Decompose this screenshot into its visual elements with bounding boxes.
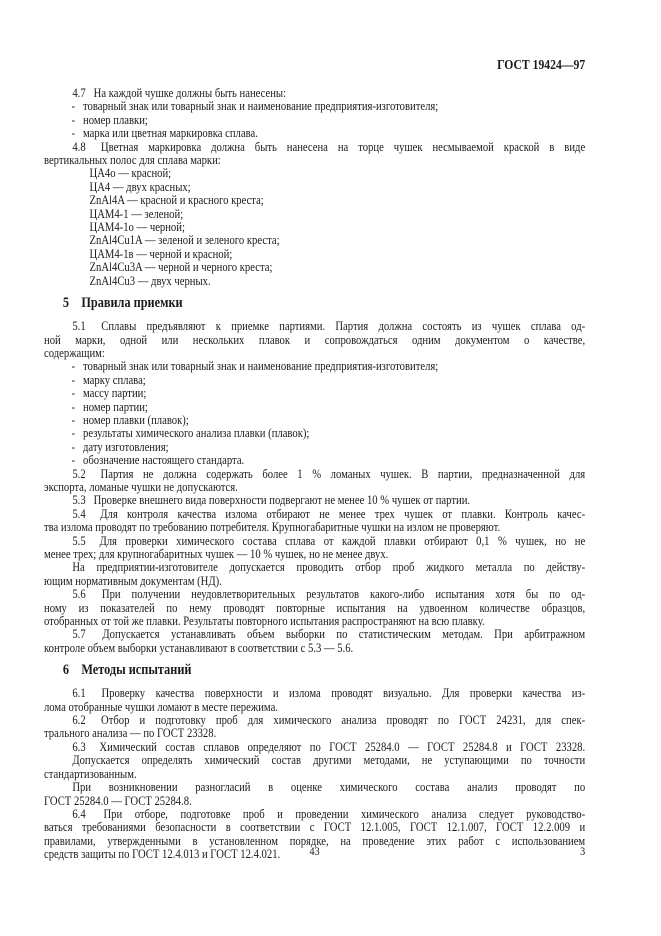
marking-item (44, 275, 585, 288)
page-footer (44, 845, 585, 858)
paragraph (44, 754, 585, 781)
section-heading: 6 Методы испытаний (62, 662, 192, 679)
text-line: - марку сплава; (71, 372, 146, 387)
text-line: - марка или цветная маркировка сплава. (71, 126, 258, 141)
list-item (44, 441, 585, 454)
paragraph (44, 320, 585, 360)
text-line: 5.3 Проверке внешнего вида поверхности подвергают не менее 10 % чушек от партии. (72, 493, 471, 508)
list-item (44, 414, 585, 427)
text-line: 4.7 На каждой чушке должны быть нанесены: (72, 86, 287, 100)
text-line: 4.8 Цветная маркировка должна быть нанесена на торце чушек несмываемой краской в виде (72, 139, 586, 154)
marking-item (44, 234, 585, 247)
text-line: ZnAl4Cu3 — двух черных. (89, 273, 211, 288)
paragraph (44, 468, 585, 495)
section-heading: 5 Правила приемки (62, 295, 183, 312)
text-line: 6.2 Отбор и подготовку проб для химического анализа проводят по ГОСТ 24231, для спек- (72, 713, 586, 728)
list-item (44, 427, 585, 440)
text-line: - товарный знак или товарный знак и наименование предприятия-изготовителя; (71, 99, 439, 114)
text-line: трального анализа — по ГОСТ 23328. (44, 726, 217, 741)
marking-item (44, 248, 585, 261)
text-line: - массу партии; (71, 386, 147, 401)
text-line: средств защиты по ГОСТ 12.4.013 и ГОСТ 12.4.021. (44, 847, 281, 862)
list-item (44, 100, 585, 113)
paragraph (44, 628, 585, 655)
paragraph (44, 687, 585, 714)
text-line: содержащим: (44, 345, 105, 360)
text-line: - номер плавки; (71, 112, 148, 127)
text-line: стандартизованным. (44, 766, 137, 781)
text-line: ZnAl4Cu3A — черной и черного креста; (89, 260, 273, 275)
text-line: 6.3 Химический состав сплавов определяют по ГОСТ 25284.0 — ГОСТ 25284.8 и ГОСТ 23328. (72, 739, 586, 754)
text-line: - товарный знак или товарный знак и наименование предприятия-изготовителя; (71, 359, 439, 374)
text-line: Допускается определять химический состав другими методами, не уступающими по точности (72, 753, 586, 768)
text-line: ной марки, одной или нескольких плавок и сопровождаться одним документом о качестве, (44, 332, 586, 347)
marking-item (44, 167, 585, 180)
sheet-number: 43 (309, 844, 320, 858)
paragraph (44, 588, 585, 628)
paragraph (44, 714, 585, 741)
text-line: При возникновении разногласий в оценке химического состава анализ проводят по (72, 780, 586, 795)
text-line: - результаты химического анализа плавки (плавок); (71, 426, 310, 441)
list-item (44, 374, 585, 387)
standard-number: ГОСТ 19424—97 (497, 57, 586, 72)
text-line: 5.4 Для контроля качества излома отбирают не менее трех чушек от плавки. Контроль качес- (72, 506, 586, 521)
paragraph (44, 741, 585, 754)
list-item (44, 454, 585, 467)
paragraph (44, 561, 585, 588)
page-number: 3 (580, 844, 586, 858)
text-line: ЦА4о — красной; (89, 166, 172, 181)
text-line: ваться требованиями безопасности в соответствии с ГОСТ 12.1.005, ГОСТ 12.1.007, ГОСТ 12.2.009 и (44, 820, 586, 835)
text-line: контроле объем выборки устанавливают в соответствии с 5.3 — 5.6. (44, 640, 354, 655)
text-line: - номер плавки (плавок); (71, 412, 189, 427)
marking-item (44, 221, 585, 234)
paragraph (44, 87, 585, 100)
text-line: ЦАМ4-1в — черной и красной; (89, 246, 233, 261)
text-line: экспорта, ломаные чушки не допускаются. (44, 479, 238, 494)
paragraph (44, 508, 585, 535)
marking-item (44, 181, 585, 194)
document-body (44, 87, 585, 862)
paragraph (44, 781, 585, 808)
text-line: ГОСТ 25284.0 — ГОСТ 25284.8. (44, 793, 192, 808)
marking-item (44, 194, 585, 207)
text-line: 5.6 При получении неудовлетворительных результатов какого-либо испытания хотя бы по од- (72, 587, 586, 602)
marking-item (44, 261, 585, 274)
text-line: 5.7 Допускается устанавливать объем выборки по статистическим методам. При арбитражном (72, 627, 586, 642)
text-line: ному из показателей по нему проводят повторные испытания на удвоенном количестве образцов, (44, 600, 586, 615)
list-item (44, 114, 585, 127)
text-line: 5.5 Для проверки химического состава сплава от каждой плавки отбирают 0,1 % чушек, но не (72, 533, 586, 548)
text-line: ЦАМ4-1 — зеленой; (89, 206, 184, 221)
text-line: - дату изготовления; (71, 439, 169, 454)
paragraph (44, 535, 585, 562)
text-line: 5.2 Партия не должна содержать более 1 % ломаных чушек. В партии, предназначенной для (72, 466, 586, 481)
text-line: ZnAl4A — красной и красного креста; (89, 193, 264, 208)
text-line: 6.1 Проверку качества поверхности и излома проводят визуально. Для проверки качества из- (72, 686, 586, 701)
text-line: На предприятии-изготовителе допускается проводить отбор проб жидкого металла по действу- (72, 560, 586, 575)
text-line: - номер партии; (71, 399, 148, 414)
text-line: 5.1 Сплавы предъявляют к приемке партиями. Партия должна состоять из чушек сплава од- (72, 319, 586, 334)
list-item (44, 387, 585, 400)
text-line: ЦАМ4-1о — черной; (89, 220, 185, 235)
text-line: ющим нормативным документам (НД). (44, 573, 222, 588)
paragraph (44, 494, 585, 507)
list-item (44, 360, 585, 373)
paragraph (44, 141, 585, 168)
text-line: тва излома проводят по требованию потребителя. Крупногабаритные чушки на излом не проверяют. (44, 520, 501, 535)
text-line: ЦА4 — двух красных; (89, 179, 191, 194)
text-line: вертикальных полос для сплава марки: (44, 153, 221, 168)
text-line: лома отобранные чушки ломают в месте пережима. (44, 699, 278, 714)
list-item (44, 401, 585, 414)
text-line: правилами, утвержденными в установленном порядке, на проведение этих работ с использованием (44, 833, 586, 848)
text-line: отобранных от той же плавки. Результаты повторного испытания распространяют на всю плавку. (44, 614, 485, 629)
marking-item (44, 208, 585, 221)
text-line: - обозначение настоящего стандарта. (71, 453, 245, 468)
text-line: ZnAl4Cu1A — зеленой и зеленого креста; (89, 233, 280, 248)
text-line: менее трех; для крупногабаритных чушек — 10 % чушек, но не менее двух. (44, 547, 389, 561)
text-line: 6.4 При отборе, подготовке проб и проведении химического анализа следует руководство- (72, 806, 586, 821)
list-item (44, 127, 585, 140)
